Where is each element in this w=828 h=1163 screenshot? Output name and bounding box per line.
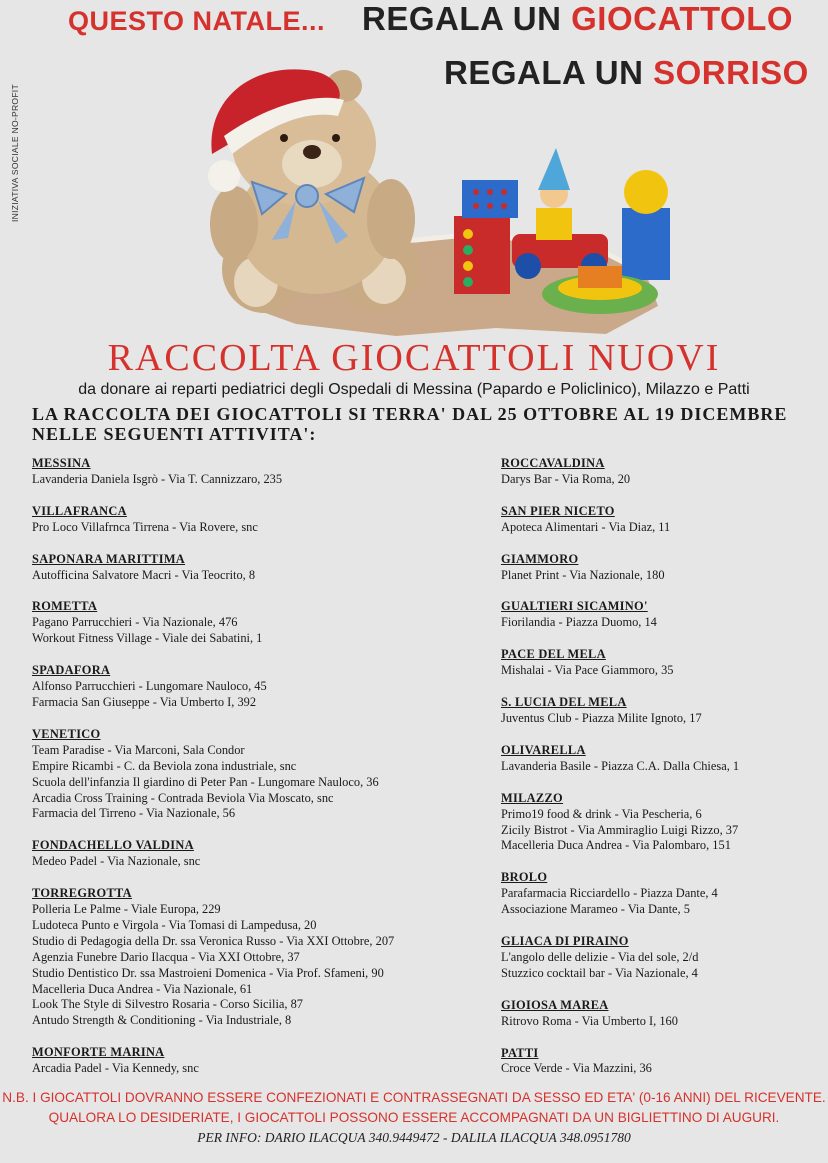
business-entry: Arcadia Padel - Via Kennedy, snc <box>32 1061 199 1076</box>
collection-dates-line1: LA RACCOLTA DEI GIOCATTOLI SI TERRA' DAL 25 OTTOBRE AL 19 DICEMBRE <box>32 404 788 424</box>
city-name: VENETICO <box>32 726 101 741</box>
city-name: GIOIOSA MAREA <box>501 997 609 1012</box>
business-entry: Planet Print - Via Nazionale, 180 <box>501 567 665 582</box>
location-group <box>501 456 819 488</box>
header-line2-text: REGALA UN <box>444 54 654 91</box>
location-group <box>501 743 819 775</box>
header-questo-natale: QUESTO NATALE... <box>68 6 326 36</box>
business-entry: Pro Loco Villafrnca Tirrena - Via Rovere, snc <box>32 519 258 534</box>
business-entry: Stuzzico cocktail bar - Via Nazionale, 4 <box>501 965 698 980</box>
city-name: MESSINA <box>32 456 91 470</box>
business-entry: Mishalai - Via Pace Giammoro, 35 <box>501 663 674 678</box>
city-name: PACE DEL MELA <box>501 647 606 662</box>
header-line1-text: REGALA UN <box>362 0 572 37</box>
header-line1-highlight: GIOCATTOLO <box>571 0 794 37</box>
business-entry: Scuola dell'infanzia Il giardino di Peter Pan - Lungomare Nauloco, 36 <box>32 774 379 789</box>
page-subtitle: da donare ai reparti pediatrici degli Ospedali di Messina (Papardo e Policlinico), Milazzo e Patti <box>78 381 750 398</box>
header-regala-giocattolo <box>362 0 793 38</box>
city-name: TORREGROTTA <box>32 886 132 901</box>
business-entry: Autofficina Salvatore Macri - Via Teocrito, 8 <box>32 567 256 582</box>
locations-left-column <box>32 456 492 1093</box>
business-entry: Pagano Parrucchieri - Via Nazionale, 476 <box>32 615 238 630</box>
business-entry: Arcadia Cross Training - Contrada Beviola Via Moscato, snc <box>32 790 334 805</box>
location-group <box>32 504 492 536</box>
header-line2-highlight: SORRISO <box>653 54 809 91</box>
city-name: ROMETTA <box>32 599 98 614</box>
business-entry: Antudo Strength & Conditioning - Via Industriale, 8 <box>32 1013 292 1028</box>
collection-dates <box>32 404 787 444</box>
business-entry: Workout Fitness Village - Viale dei Sabatini, 1 <box>32 631 263 646</box>
business-entry: Studio di Pedagogia della Dr. ssa Veronica Russo - Via XXI Ottobre, 207 <box>32 933 395 948</box>
city-name: SPADAFORA <box>32 663 111 678</box>
location-group <box>501 647 819 679</box>
location-group <box>501 695 819 727</box>
business-entry: Agenzia Funebre Dario Ilacqua - Via XXI Ottobre, 37 <box>32 949 300 964</box>
location-group <box>501 552 819 584</box>
location-group <box>32 552 492 584</box>
city-name: ROCCAVALDINA <box>501 456 605 470</box>
city-name: BROLO <box>501 870 548 885</box>
business-entry: Lavanderia Daniela Isgrò - Via T. Cannizzaro, 235 <box>32 471 283 486</box>
city-name: FONDACHELLO VALDINA <box>32 838 194 853</box>
business-entry: Medeo Padel - Via Nazionale, snc <box>32 854 201 869</box>
teddy-bear-and-toys-illustration <box>176 44 676 340</box>
business-entry: Macelleria Duca Andrea - Via Nazionale, 61 <box>32 981 253 996</box>
city-name: GUALTIERI SICAMINO' <box>501 599 648 614</box>
location-group <box>501 791 819 855</box>
business-entry: L'angolo delle delizie - Via del sole, 2/d <box>501 949 699 964</box>
business-entry: Team Paradise - Via Marconi, Sala Condor <box>32 742 245 757</box>
city-name: GIAMMORO <box>501 551 579 566</box>
business-entry: Zicily Bistrot - Via Ammiraglio Luigi Rizzo, 37 <box>501 822 739 837</box>
location-group <box>32 838 492 870</box>
location-group <box>501 504 819 536</box>
business-entry: Juventus Club - Piazza Milite Ignoto, 17 <box>501 710 702 725</box>
location-group <box>32 886 492 1029</box>
business-entry: Apoteca Alimentari - Via Diaz, 11 <box>501 519 671 534</box>
business-entry: Ritrovo Roma - Via Umberto I, 160 <box>501 1013 678 1028</box>
business-entry: Parafarmacia Ricciardello - Piazza Dante, 4 <box>501 886 718 901</box>
business-entry: Darys Bar - Via Roma, 20 <box>501 471 631 486</box>
business-entry: Look The Style di Silvestro Rosaria - Corso Sicilia, 87 <box>32 997 303 1012</box>
business-entry: Croce Verde - Via Mazzini, 36 <box>501 1061 652 1076</box>
city-name: VILLAFRANCA <box>32 503 127 518</box>
business-entry: Fiorilandia - Piazza Duomo, 14 <box>501 615 657 630</box>
business-entry: Polleria Le Palme - Viale Europa, 229 <box>32 902 221 917</box>
collection-dates-line2: NELLE SEGUENTI ATTIVITA': <box>32 424 317 444</box>
contact-info: PER INFO: DARIO ILACQUA 340.9449472 - DALILA ILACQUA 348.0951780 <box>197 1130 631 1145</box>
location-group <box>501 870 819 918</box>
city-name: MILAZZO <box>501 790 563 805</box>
location-group <box>501 599 819 631</box>
city-name: MONFORTE MARINA <box>32 1045 165 1060</box>
notes-section <box>0 1088 828 1128</box>
side-label-no-profit: INIZIATIVA SOCIALE NO-PROFIT <box>10 84 20 222</box>
business-entry: Farmacia del Tirreno - Via Nazionale, 56 <box>32 806 236 821</box>
city-name: OLIVARELLA <box>501 742 586 757</box>
location-group <box>32 456 492 488</box>
note-packaging: N.B. I GIOCATTOLI DOVRANNO ESSERE CONFEZIONATI E CONTRASSEGNATI DA SESSO ED ETA' (0-16 ANNI) DEL RICEVENTE. <box>2 1090 826 1105</box>
city-name: GLIACA DI PIRAINO <box>501 934 629 949</box>
business-entry: Ludoteca Punto e Virgola - Via Tomasi di Lampedusa, 20 <box>32 917 317 932</box>
location-group <box>501 934 819 982</box>
business-entry: Empire Ricambi - C. da Beviola zona industriale, snc <box>32 758 297 773</box>
location-group <box>501 1046 819 1078</box>
business-entry: Primo19 food & drink - Via Pescheria, 6 <box>501 806 702 821</box>
business-entry: Associazione Marameo - Via Dante, 5 <box>501 902 690 917</box>
business-entry: Studio Dentistico Dr. ssa Mastroieni Domenica - Via Prof. Sfameni, 90 <box>32 965 384 980</box>
location-group <box>32 599 492 647</box>
location-group <box>501 998 819 1030</box>
locations-right-column <box>501 456 819 1093</box>
city-name: SAPONARA MARITTIMA <box>32 551 186 566</box>
city-name: PATTI <box>501 1045 539 1060</box>
city-name: S. LUCIA DEL MELA <box>501 695 627 710</box>
business-entry: Lavanderia Basile - Piazza C.A. Dalla Chiesa, 1 <box>501 758 740 773</box>
location-group <box>32 663 492 711</box>
location-group <box>32 727 492 822</box>
location-group <box>32 1045 492 1077</box>
business-entry: Macelleria Duca Andrea - Via Palombaro, 151 <box>501 838 731 853</box>
city-name: SAN PIER NICETO <box>501 503 615 518</box>
page-title: RACCOLTA GIOCATTOLI NUOVI <box>107 337 721 379</box>
note-greeting-card: QUALORA LO DESIDERIATE, I GIOCATTOLI POSSONO ESSERE ACCOMPAGNATI DA UN BIGLIETTINO DI AUGURI. <box>48 1110 780 1125</box>
business-entry: Alfonso Parrucchieri - Lungomare Nauloco, 45 <box>32 679 267 694</box>
business-entry: Farmacia San Giuseppe - Via Umberto I, 392 <box>32 694 257 709</box>
